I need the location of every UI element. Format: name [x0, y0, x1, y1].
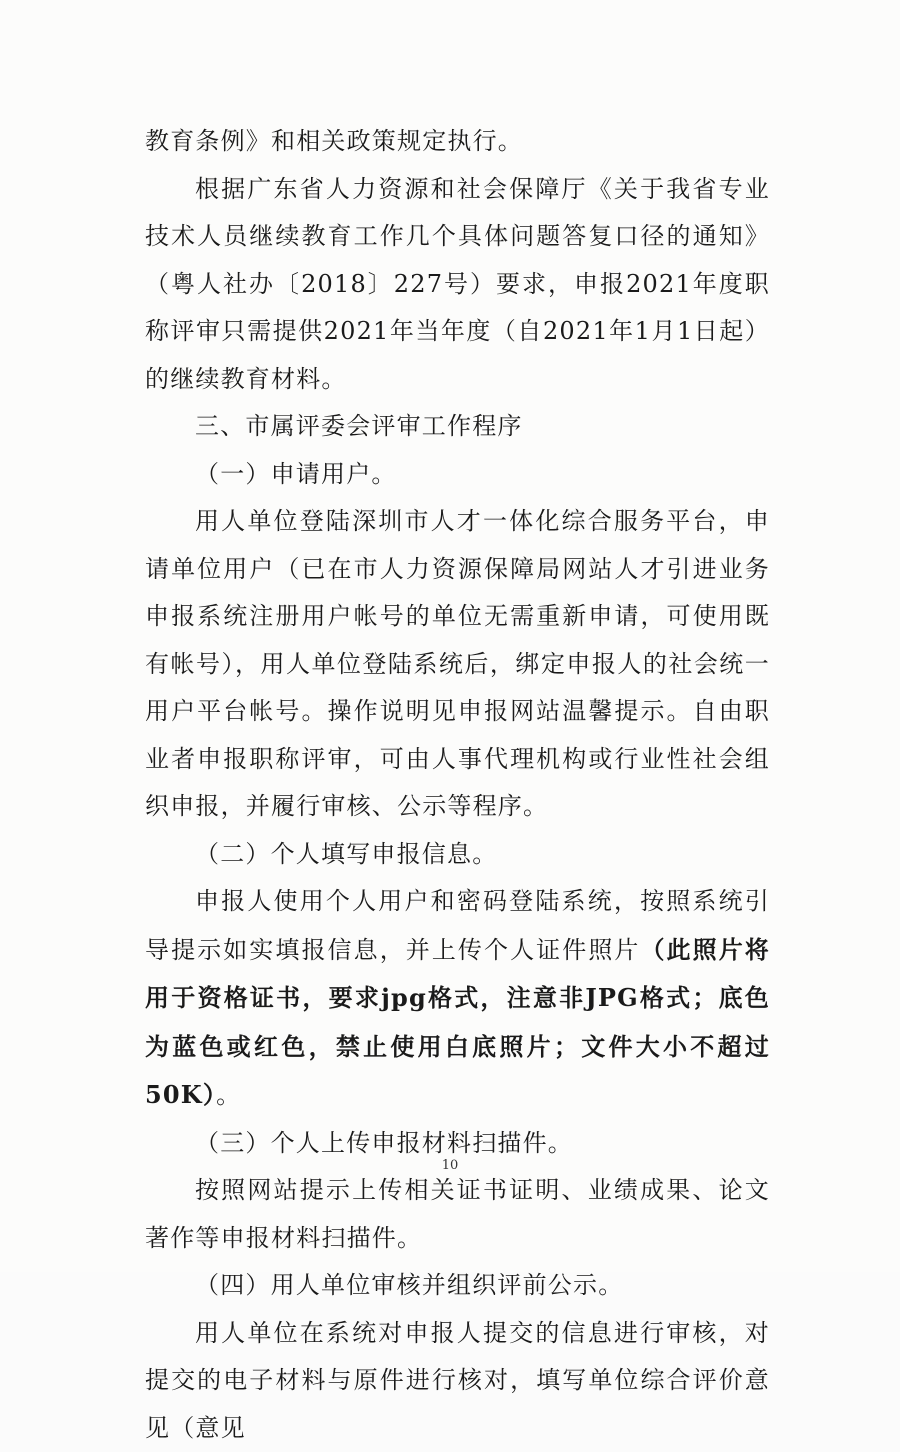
subheading-upload-scans: （三）个人上传申报材料扫描件。 [145, 1120, 770, 1168]
page-number: 10 [0, 1158, 900, 1173]
document-body [145, 118, 770, 1452]
paragraph-continuation: 教育条例》和相关政策规定执行。 [145, 118, 770, 166]
paragraph-fill-info-tail: 。 [216, 1081, 241, 1109]
subheading-apply-user: （一）申请用户。 [145, 451, 770, 499]
subheading-unit-review: （四）用人单位审核并组织评前公示。 [145, 1262, 770, 1310]
paragraph-fill-info-text: 申报人使用个人用户和密码登陆系统，按照系统引导提示如实填报信息，并上传个人证件照片 [145, 887, 770, 964]
section-heading-review-procedure: 三、市属评委会评审工作程序 [145, 403, 770, 451]
paragraph-unit-review: 用人单位在系统对申报人提交的信息进行审核，对提交的电子材料与原件进行核对，填写单位综合评价意见（意见 [145, 1310, 770, 1452]
paragraph-fill-info [145, 878, 770, 1120]
paragraph-upload-scans: 按照网站提示上传相关证书证明、业绩成果、论文著作等申报材料扫描件。 [145, 1167, 770, 1262]
paragraph-continuing-education: 根据广东省人力资源和社会保障厅《关于我省专业技术人员继续教育工作几个具体问题答复口径的通知》（粤人社办〔2018〕227号）要求，申报2021年度职称评审只需提供2021年当年度（自2021年1月1日起）的继续教育材料。 [145, 166, 770, 404]
photo-requirements-bold: （此照片将用于资格证书，要求jpg格式，注意非JPG格式；底色为蓝色或红色，禁止使用白底照片；文件大小不超过50K） [145, 935, 770, 1110]
subheading-fill-info: （二）个人填写申报信息。 [145, 831, 770, 879]
paragraph-apply-user: 用人单位登陆深圳市人才一体化综合服务平台，申请单位用户（已在市人力资源保障局网站人才引进业务申报系统注册用户帐号的单位无需重新申请，可使用既有帐号），用人单位登陆系统后，绑定申报人的社会统一用户平台帐号。操作说明见申报网站温馨提示。自由职业者申报职称评审，可由人事代理机构或行业性社会组织申报，并履行审核、公示等程序。 [145, 498, 770, 831]
